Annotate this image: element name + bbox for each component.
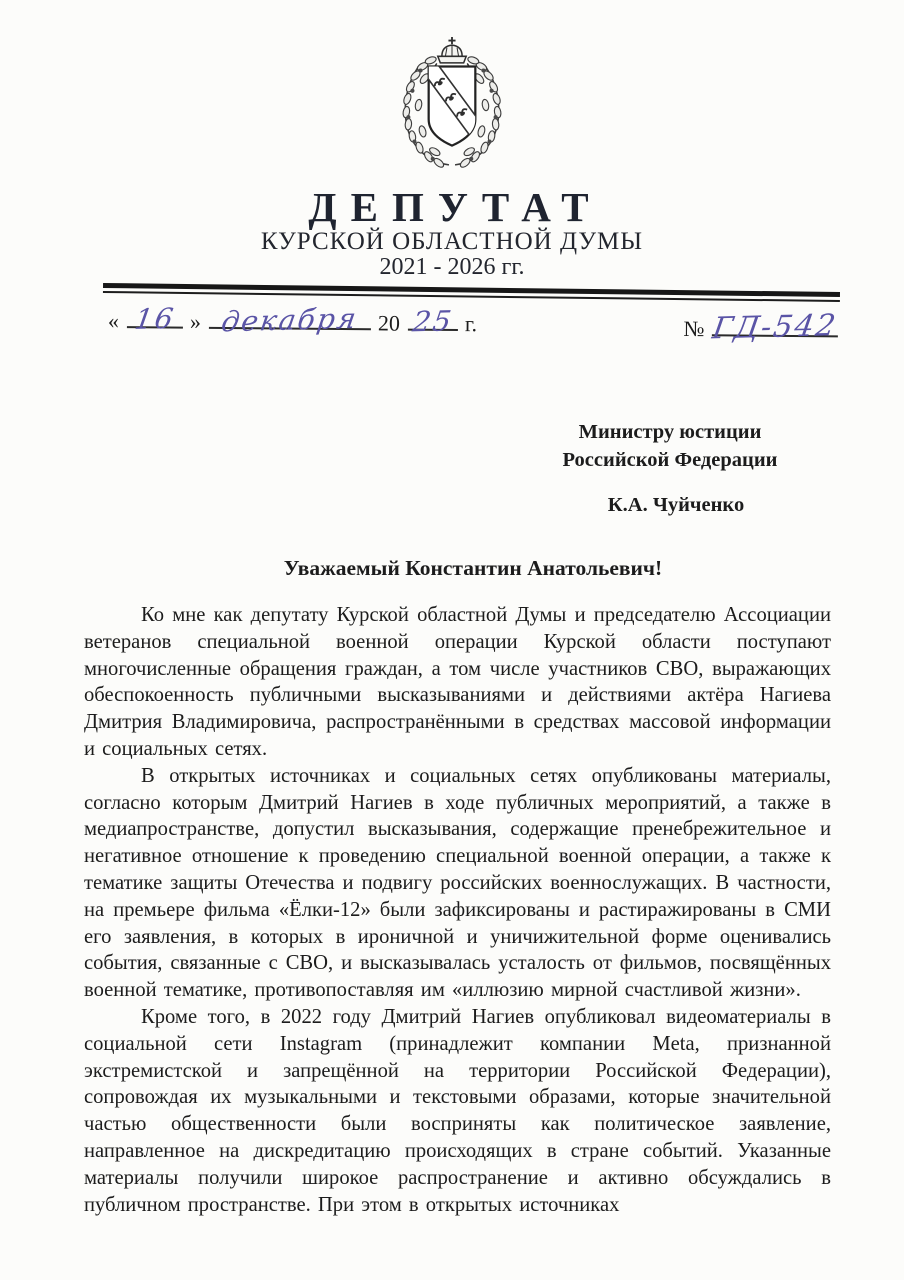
addressee-name: К.А. Чуйченко [607,494,745,516]
body-paragraph: В открытых источниках и социальных сетях опубликованы материалы, согласно которым Дмитрий Нагиев в ходе публичных мероприятий, а также в медиапространстве, допустил высказывания, содержащие пренебрежительное и негативное отношение к проведению специальной военной операции, а также к тематике защиты Отечества и подвигу российских военнослужащих. В частности, на премьере фильма «Ёлки-12» были зафиксированы и растиражированы в СМИ его заявления, в которых в ироничной и уничижительной форме оценивались события, связанные с СВО, и высказывалась усталость от фильмов, посвящённых военной тематике, противопоставляя им «иллюзию мирной счастливой жизни». [84,764,831,1002]
salutation: Уважаемый Константин Анатольевич! [283,556,663,580]
year-label: г. [464,311,478,337]
open-quote: « [107,308,120,334]
number-sign: № [683,316,705,342]
handwritten-day: 16 [132,301,177,336]
date-day-blank [126,299,182,336]
close-quote: » [189,308,202,334]
kursk-coat-of-arms-icon [382,34,522,179]
letterhead-term-years: 2021 - 2026 гг. [379,254,525,280]
addressee-line2: Российской Федерации [562,448,778,471]
body-paragraph: Кроме того, в 2022 году Дмитрий Нагиев опубликовал видеоматериалы в социальной сети Instagram (принадлежит компании Meta, признанной экстремистской и запрещённой на территории Российской Федерации), сопровождая их музыкальными и текстовыми образами, которые значительной частью общественности были восприняты как политическое заявление, направленное на дискредитацию происходящих в стране событий. Указанные материалы получили широкое распространение и активно обсуждались в публичном пространстве. При этом в открытых источниках [84,1005,831,1216]
date-month-blank [208,300,370,339]
date-year-blank [407,302,457,339]
number-blank [710,307,840,347]
letter-body [84,602,831,1218]
document-number [683,307,840,347]
letterhead-title: ДЕПУТАТ [308,184,603,230]
handwritten-number: ГД-542 [710,308,840,347]
addressee-block [559,419,781,520]
reference-line [108,299,840,345]
addressee-line1: Министру юстиции [578,421,762,443]
handwritten-year: 25 [410,304,455,339]
body-paragraph: Ко мне как депутату Курской областной Думы и председателю Ассоциации ветеранов специальной военной операции Курской области поступают многочисленные обращения граждан, а том числе участников СВО, выражающих обеспокоенность публичными высказываниями и действиями актёра Нагиева Дмитрия Владимировича, распространёнными в средствах массовой информации и социальных сетях. [84,604,831,760]
handwritten-month: декабря [219,301,361,339]
letterhead-subtitle: КУРСКОЙ ОБЛАСТНОЙ ДУМЫ [260,228,644,255]
year-prefix: 20 [377,310,401,336]
